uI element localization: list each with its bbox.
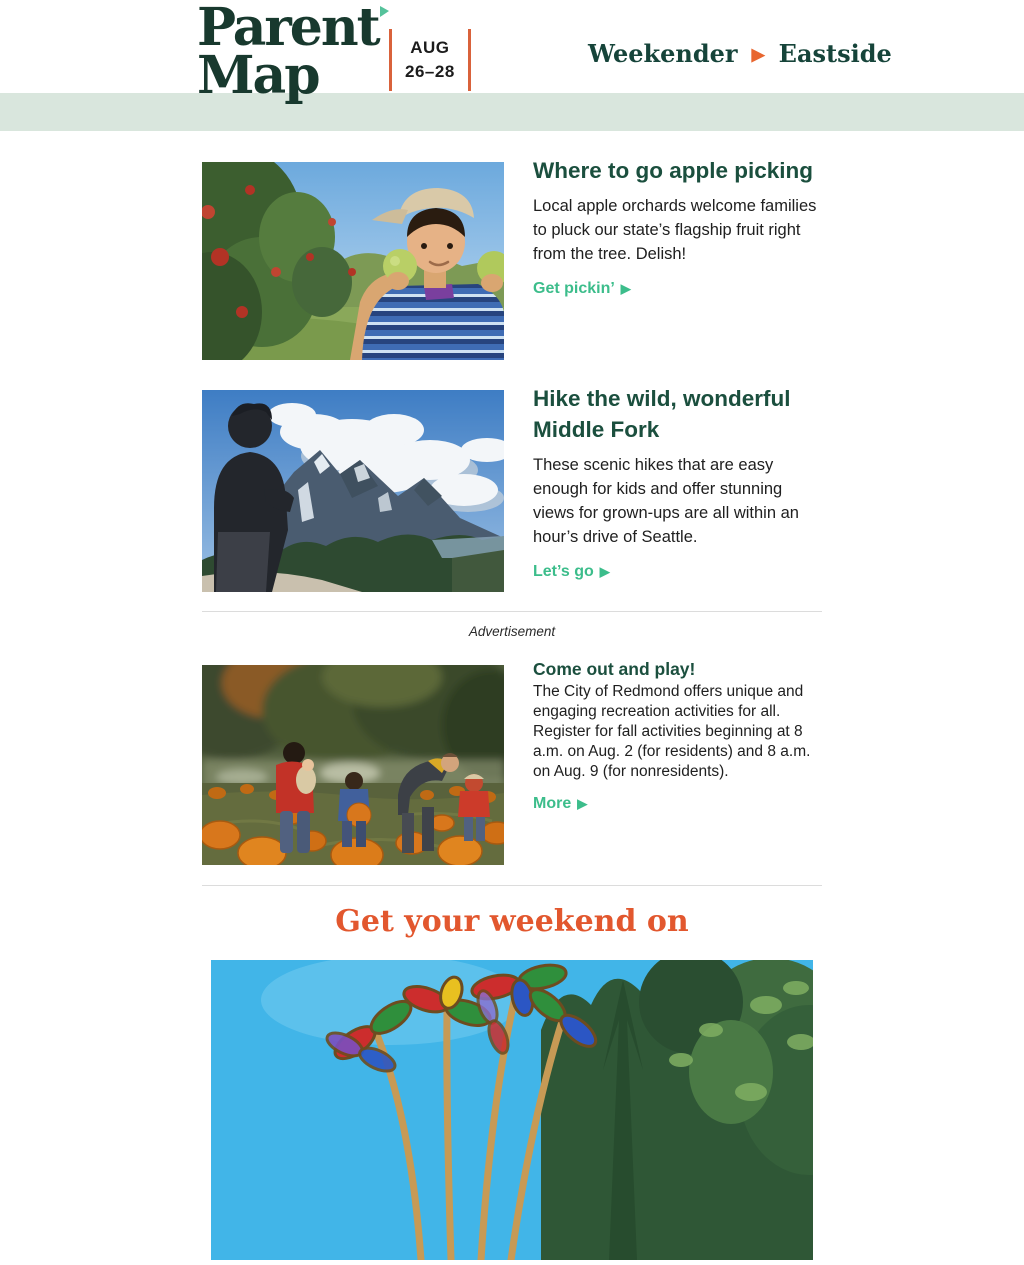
link-arrow-icon: ▶ [620,281,631,296]
link-arrow-icon: ▶ [577,796,588,811]
edition-name: Weekender [588,39,738,68]
divider [202,885,822,886]
playground-sculpture-illustration [211,960,813,1260]
article-body: Local apple orchards welcome families to pluck our state’s flagship fruit right from the tree. Delish! [533,197,817,263]
main-column [202,131,822,1265]
ad-title[interactable]: Come out and play! [533,659,696,679]
section-heading: Get your weekend on [335,904,689,939]
sage-band [0,93,1024,131]
logo-line2: Map [197,45,319,106]
apple-orchard-illustration [202,162,504,360]
article-middle-fork [202,386,822,592]
edition-title [588,39,892,68]
pumpkin-patch-photo[interactable] [202,665,504,865]
article-body: These scenic hikes that are easy enough for kids and offer stunning views for grown-ups are all within an hour’s drive of Seattle. [533,456,799,546]
date-range: 26–28 [405,62,455,81]
article-link[interactable] [533,563,822,581]
article-advertisement [202,659,822,865]
weekend-events-photo[interactable] [211,960,813,1265]
date-bar-right [468,29,471,91]
logo-line1: Parent [197,0,379,58]
article-apple-picking [202,158,822,360]
edition-arrow-icon: ▶ [751,44,765,64]
advertisement-label: Advertisement [468,624,556,639]
divider [202,611,822,612]
date-bar-left [389,29,392,91]
date-month: AUG [410,38,450,57]
newsletter-header [0,0,1024,131]
article-link[interactable] [533,280,822,298]
middle-fork-photo[interactable] [202,390,504,592]
edition-region: Eastside [778,39,892,68]
pumpkin-patch-illustration [202,665,504,865]
date-badge [389,29,471,91]
ad-body: The City of Redmond offers unique and engaging recreation activities for all. Register for fall activities beginning at 8 a.m. on Aug. 2 (for residents) and 8 a.m. on Aug. 9 (for nonresidents). [533,683,811,780]
logo-accent-triangle-icon [380,6,389,17]
article-link-label: Let’s go [533,563,594,580]
mountain-vista-illustration [202,390,504,592]
article-title[interactable]: Hike the wild, wonderful Middle Fork [533,386,791,442]
parentmap-logo[interactable] [197,0,389,106]
ad-link-label: More [533,795,572,812]
apple-picking-photo[interactable] [202,162,504,360]
article-title[interactable]: Where to go apple picking [533,158,814,183]
article-link-label: Get pickin’ [533,280,615,297]
ad-link[interactable] [533,795,822,813]
link-arrow-icon: ▶ [599,564,610,579]
